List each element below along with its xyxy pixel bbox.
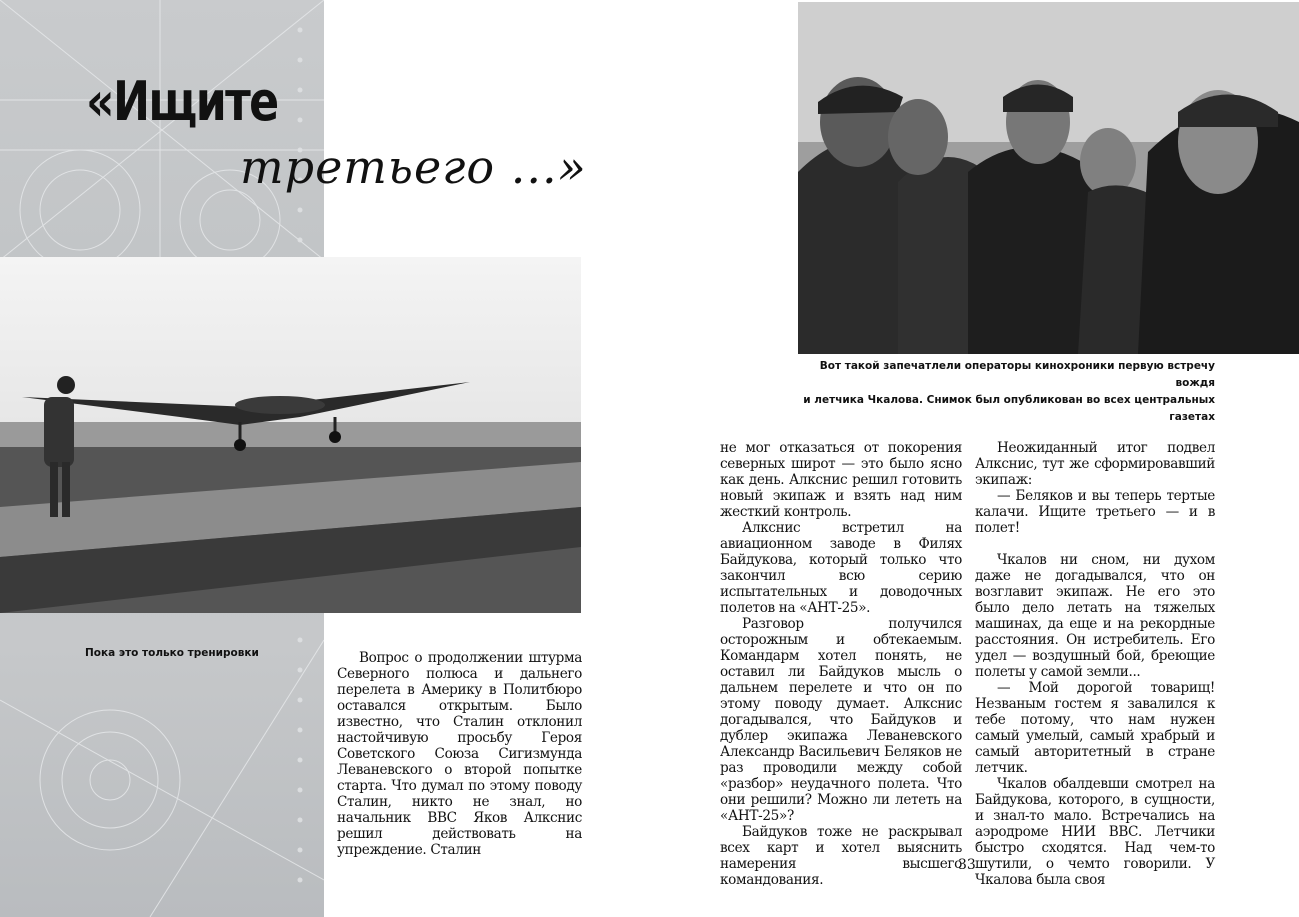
paragraph: Чкалов обалдевши смотрел на Байдукова, которого, в сущности, и знал-то мало. Встречались на аэродроме НИИ ВВС. Летчики быстро сходятся. Над чем-то шутили, о чемто говорили. У Чкалова была своя (975, 776, 1215, 888)
page-title-line2: третьего ...» (240, 140, 587, 194)
text-column-1 (337, 650, 582, 858)
paragraph: Вопрос о продолжении штурма Северного полюса и дальнего перелета в Америку в Политбюро оставался открытым. Было известно, что Сталин отклонил настойчивую просьбу Героя Советского Союза Сигизмунда Леваневского о второй попытке старта. Что думал по этому поводу Сталин, никто не знал, но начальник ВВС Яков Алкснис решил действовать на упреждение. Сталин (337, 650, 582, 858)
paragraph: Байдуков тоже не раскрывал всех карт и хотел выяснить намерения высшего командования. (720, 824, 962, 888)
paragraph: Алкснис встретил на авиационном заводе в Филях Байдукова, который только что закончил всю серию испытательных и доводочных полетов на «АНТ-25». (720, 520, 962, 616)
paragraph: Чкалов ни сном, ни духом даже не догадывался, что он возглавит экипаж. Не его это было дело летать на тяжелых машинах, да еще и на рекордные расстояния. Он истребитель. Его удел — воздушный бой, бреющие полеты у самой земли... (975, 552, 1215, 680)
paragraph: — Мой дорогой товарищ! Незваным гостем я завалился к тебе потому, что нам нужен самый умелый, самый храбрый и самый авторитетный в стране летчик. (975, 680, 1215, 776)
paragraph: Разговор получился осторожным и обтекаемым. Командарм хотел понять, не оставил ли Байдуков мысль о дальнем перелете и что он по этому поводу думает. Алкснис догадывался, что Байдуков и дублер экипажа Леваневского Александр Васильевич Беляков не раз проводили между собой «разбор» неудачного полета. Что они решили? Можно ли лететь на «АНТ-25»? (720, 616, 962, 824)
paragraph: — Беляков и вы теперь тертые калачи. Ищите третьего — и в полет! (975, 488, 1215, 536)
caption-line: и летчика Чкалова. Снимок был опубликован во всех центральных газетах (803, 394, 1215, 423)
plane-photo (0, 257, 581, 613)
paragraph: Неожиданный итог подвел Алкснис, тут же сформировавший экипаж: (975, 440, 1215, 488)
text-column-2 (720, 440, 962, 888)
page-number: 33 (958, 857, 976, 873)
meeting-photo-caption (800, 358, 1215, 426)
page-title-line1: «Ищите (86, 70, 278, 133)
caption-line: Вот такой запечатлели операторы кинохроники первую встречу вождя (819, 360, 1215, 389)
plane-photo-caption: Пока это только тренировки (85, 647, 259, 659)
paragraph: не мог отказаться от покорения северных широт — это было ясно как день. Алкснис решил готовить новый экипаж и взять над ним жесткий контроль. (720, 440, 962, 520)
text-column-3 (975, 440, 1215, 888)
meeting-photo (798, 2, 1299, 354)
